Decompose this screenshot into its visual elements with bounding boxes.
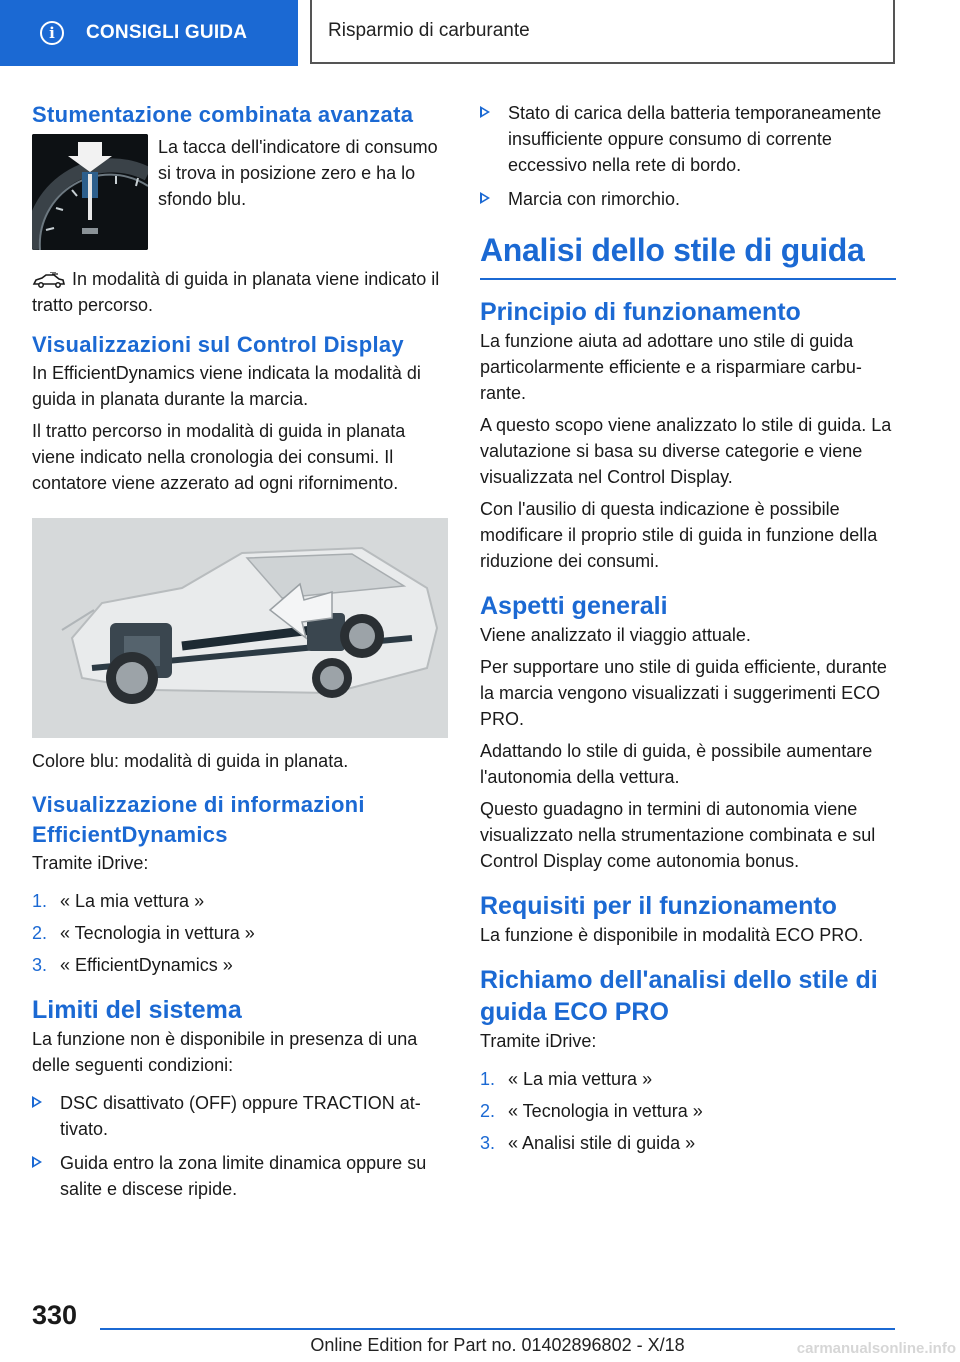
limiti-bullets (32, 1090, 448, 1202)
heading-principio: Principio di funzionamento (480, 298, 801, 326)
gauge-image (32, 134, 148, 250)
principio-paragraph-1: La funzione aiuta ad adottare uno stile di guida particolarmente efficiente e a risparmiare carburante. (480, 331, 862, 403)
heading-info-efficientdynamics: Visualizzazione di informazioni EfficientDynamics (32, 792, 365, 847)
list-item: Marcia con rimorchio. (480, 186, 896, 212)
section-title: Risparmio di carburante (310, 0, 895, 64)
aspetti-paragraph-3: Adattando lo stile di guida, è possibile aumentare l'autonomia della vettura. (480, 741, 873, 787)
limiti-bullets-cont (480, 100, 896, 212)
aspetti-paragraph-4: Questo guadagno in termini di autonomia viene visualizzato nella strumentazione combinata e sul Control Display come autonomia bonus. (480, 799, 876, 871)
heading-richiamo: Richiamo dell'analisi dello stile di guida ECO PRO (480, 966, 878, 1026)
list-item: 2. « Tecnologia in vettura » (480, 1101, 703, 1121)
triangle-bullet-icon (480, 192, 490, 204)
right-column (480, 100, 896, 1164)
list-item: Stato di carica della batteria temporaneamente insufficiente oppure consumo di corrente eccessivo nella rete di bordo. (480, 100, 896, 178)
triangle-bullet-icon (32, 1156, 42, 1168)
left-column (32, 100, 448, 1210)
page-header (0, 0, 960, 66)
tramite-idrive-right: Tramite iDrive: (480, 1031, 597, 1051)
aspetti-paragraph-2: Per supportare uno stile di guida efficiente, durante la marcia vengono visualizzati i suggerimenti ECO PRO. (480, 657, 887, 729)
list-item: 1. « La mia vettura » (480, 1069, 653, 1089)
list-item: 1. « La mia vettura » (32, 891, 205, 911)
requisiti-text: La funzione è disponibile in modalità ECO PRO. (480, 925, 864, 945)
planata-paragraph (32, 266, 448, 318)
footer-edition: Online Edition for Part no. 01402896802 - X/18 (310, 1335, 685, 1355)
list-item: 2. « Tecnologia in vettura » (32, 923, 255, 943)
steps-list-left (32, 888, 448, 978)
heading-analisi-stile: Analisi dello stile di guida (480, 228, 896, 280)
footer-divider (100, 1328, 895, 1330)
list-item: DSC disattivato (OFF) oppure TRACTION attivato. (32, 1090, 448, 1142)
figure-caption: Colore blu: modalità di guida in planata. (32, 751, 349, 771)
car-drivetrain-image (32, 518, 448, 738)
car-illustration-icon (32, 518, 448, 738)
aspetti-paragraph-1: Viene analizzato il viaggio attuale. (480, 625, 751, 645)
info-circle-icon: i (40, 21, 64, 45)
gliding-car-icon (32, 272, 66, 288)
list-item: 3. « Analisi stile di guida » (480, 1133, 696, 1153)
triangle-bullet-icon (480, 106, 490, 118)
tramite-idrive-left: Tramite iDrive: (32, 853, 149, 873)
control-display-paragraph-2: Il tratto percorso in modalità di guida in planata viene indicato nella cronologia dei consumi. Il contatore viene azzerato ad ogni rifornimento. (32, 421, 406, 493)
triangle-bullet-icon (32, 1096, 42, 1108)
heading-strumentazione: Stumentazione combinata avanzata (32, 102, 414, 127)
heading-aspetti: Aspetti generali (480, 592, 668, 620)
page-number: 330 (32, 1300, 78, 1330)
principio-paragraph-2: A questo scopo viene analizzato lo stile di guida. La valutazione si basa su diverse categorie e viene visualizzata nel Control Display. (480, 415, 892, 487)
tab-consigli-guida-label: CONSIGLI GUIDA (86, 22, 248, 43)
heading-limiti: Limiti del sistema (32, 996, 242, 1024)
strumentazione-text: La tacca dell'indicatore di consumo si trova in posizione zero e ha lo sfondo blu. (158, 137, 438, 209)
list-item: Guida entro la zona limite dinamica oppure su salite e discese ripide. (32, 1150, 448, 1202)
steps-list-right (480, 1066, 896, 1156)
list-item: 3. « EfficientDynamics » (32, 955, 233, 975)
principio-paragraph-3: Con l'ausilio di questa indicazione è possibile modificare il proprio stile di guida in funzione della riduzione dei consumi. (480, 499, 878, 571)
planata-text: In modalità di guida in planata viene indicato il tratto percorso. (32, 269, 440, 315)
consumption-gauge-icon (32, 134, 148, 250)
watermark: carmanualsonline.info (796, 1340, 956, 1357)
strumentazione-block (32, 134, 448, 250)
tab-consigli-guida[interactable] (0, 0, 298, 66)
heading-requisiti: Requisiti per il funzionamento (480, 892, 837, 920)
limiti-text: La funzione non è disponibile in presenza di una delle seguenti condizioni: (32, 1029, 418, 1075)
heading-control-display: Visualizzazioni sul Control Display (32, 332, 404, 357)
control-display-paragraph-1: In EfficientDynamics viene indicata la modalità di guida in planata durante la marcia. (32, 363, 421, 409)
